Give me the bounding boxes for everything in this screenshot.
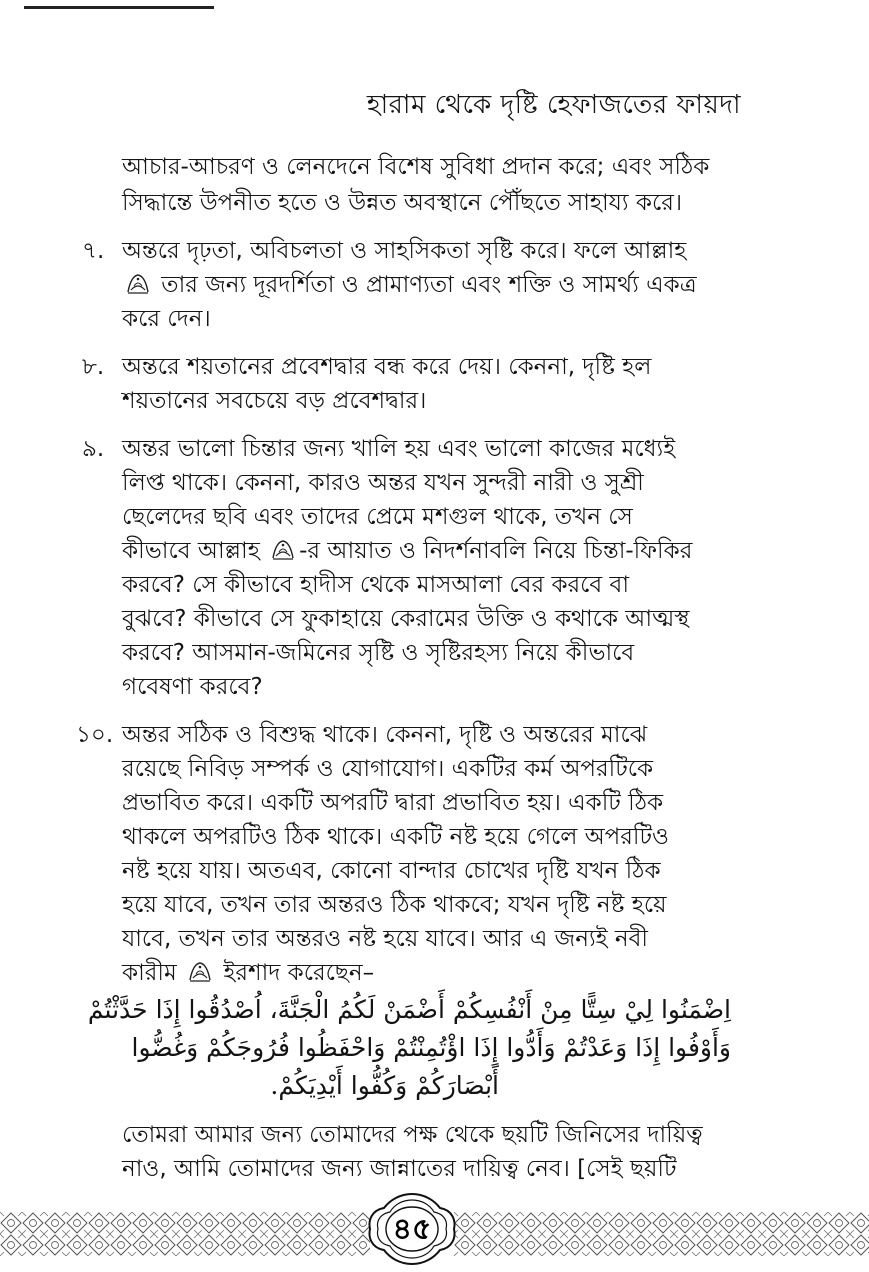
item-7-line-2-text: তার জন্য দূরদর্শিতা ও প্রামাণ্যতা এবং শক্তি ও সামর্থ্য একত্র bbox=[154, 272, 697, 298]
item-9-line-4-end: -র আয়াত ও নিদর্শনাবলি নিয়ে চিন্তা-ফিকির bbox=[299, 538, 693, 564]
item-9-line-7: করবে? আসমান-জমিনের সৃষ্টি ও সৃষ্টিরহস্য নিয়ে কীভাবে bbox=[122, 640, 635, 666]
item-10-line-3: প্রভাবিত করে। একটি অপরটি দ্বারা প্রভাবিত হয়। একটি ঠিক bbox=[122, 790, 664, 816]
item-10-line-8 bbox=[122, 958, 374, 988]
salutation-seal-icon bbox=[187, 960, 213, 984]
hadith-arabic-line-3: أَبْصَارَكُمْ وَكُفُّوا أَيْدِيَكُمْ. bbox=[270, 1071, 499, 1100]
translation-line-1: তোমরা আমার জন্য তোমাদের পক্ষ থেকে ছয়টি জিনিসের দায়িত্ব bbox=[122, 1122, 703, 1148]
item-10-line-2: রয়েছে নিবিড় সম্পর্ক ও যোগাযোগ। একটির কর্ম অপরটিকে bbox=[122, 756, 654, 782]
salutation-seal-icon bbox=[270, 538, 296, 562]
item-10-line-4: থাকলে অপরটিও ঠিক থাকে। একটি নষ্ট হয়ে গেলে অপরটিও bbox=[122, 824, 669, 850]
item-9-line-1: অন্তর ভালো চিন্তার জন্য খালি হয় এবং ভালো কাজের মধ্যেই bbox=[122, 436, 676, 462]
page-number: ৪৫ bbox=[392, 1212, 432, 1247]
item-9-line-4 bbox=[122, 536, 692, 566]
item-10-line-1: অন্তর সঠিক ও বিশুদ্ধ থাকে। কেননা, দৃষ্টি ও অন্তরের মাঝে bbox=[122, 722, 648, 748]
hadith-arabic-line-1: اِضْمَنُوا لِيْ سِتًّا مِنْ أَنْفُسِكُمْ أَضْمَنْ لَكُمُ الْجَنَّةَ، اُصْدُقُوا إِذَا حَدَّثْتُمْ bbox=[87, 995, 731, 1024]
item-8-line-2: শয়তানের সবচেয়ে বড় প্রবেশদ্বার। bbox=[122, 388, 427, 414]
hadith-arabic-line-2: وَأَوْفُوا إِذَا وَعَدْتُمْ وَأَدُّوا إِذَا اؤْتُمِنْتُمْ وَاحْفَظُوا فُرُوجَكُمْ وَغُضُّوا bbox=[131, 1033, 731, 1062]
item-9-line-4-start: কীভাবে আল্লাহ bbox=[122, 538, 268, 564]
item-8-number: ৮. bbox=[82, 354, 105, 380]
item-9-line-6: বুঝবে? কীভাবে সে ফুকাহায়ে কেরামের উক্তি ও কথাকে আত্মস্থ bbox=[122, 606, 690, 632]
item-9-line-5: করবে? সে কীভাবে হাদীস থেকে মাসআলা বের করবে বা bbox=[122, 572, 630, 598]
item-7-line-3: করে দেন। bbox=[122, 306, 211, 332]
item-10-line-7: যাবে, তখন তার অন্তরও নষ্ট হয়ে যাবে। আর এ জন্যই নবী bbox=[122, 926, 649, 952]
item-7-line-1: অন্তরে দৃঢ়তা, অবিচলতা ও সাহসিকতা সৃষ্টি করে। ফলে আল্লাহ bbox=[122, 238, 687, 264]
footer-ornament-right bbox=[454, 1212, 869, 1256]
item-10-line-6: হয়ে যাবে, তখন তার অন্তরও ঠিক থাকবে; যখন দৃষ্টি নষ্ট হয়ে bbox=[122, 892, 667, 918]
intro-line-1: আচার-আচরণ ও লেনদেনে বিশেষ সুবিধা প্রদান করে; এবং সঠিক bbox=[122, 154, 710, 180]
item-10-line-5: নষ্ট হয়ে যায়। অতএব, কোনো বান্দার চোখের দৃষ্টি যখন ঠিক bbox=[122, 858, 661, 884]
item-9-line-8: গবেষণা করবে? bbox=[122, 674, 263, 700]
footer-ornament-left bbox=[0, 1212, 370, 1256]
intro-line-2: সিদ্ধান্তে উপনীত হতে ও উন্নত অবস্থানে পৌঁছতে সাহায্য করে। bbox=[122, 190, 683, 216]
item-7-number: ৭. bbox=[82, 238, 105, 264]
item-8-line-1: অন্তরে শয়তানের প্রবেশদ্বার বন্ধ করে দেয়। কেননা, দৃষ্টি হল bbox=[122, 354, 652, 380]
item-10-line-8-end: ইরশাদ করেছেন– bbox=[216, 960, 375, 986]
top-rule bbox=[24, 6, 214, 9]
salutation-seal-icon bbox=[125, 272, 151, 296]
item-7-line-2 bbox=[122, 270, 697, 300]
item-9-line-3: ছেলেদের ছবি এবং তাদের প্রেমে মশগুল থাকে, তখন সে bbox=[122, 504, 633, 530]
running-head: হারাম থেকে দৃষ্টি হেফাজতের ফায়দা bbox=[366, 90, 741, 120]
item-10-number: ১০. bbox=[76, 722, 114, 748]
item-9-number: ৯. bbox=[82, 436, 105, 462]
item-10-line-8-start: কারীম bbox=[122, 960, 185, 986]
item-9-line-2: লিপ্ত থাকে। কেননা, কারও অন্তর যখন সুন্দরী নারী ও সুশ্রী bbox=[122, 470, 644, 496]
translation-line-2: নাও, আমি তোমাদের জন্য জান্নাতের দায়িত্ব নেব। [সেই ছয়টি bbox=[122, 1156, 677, 1182]
